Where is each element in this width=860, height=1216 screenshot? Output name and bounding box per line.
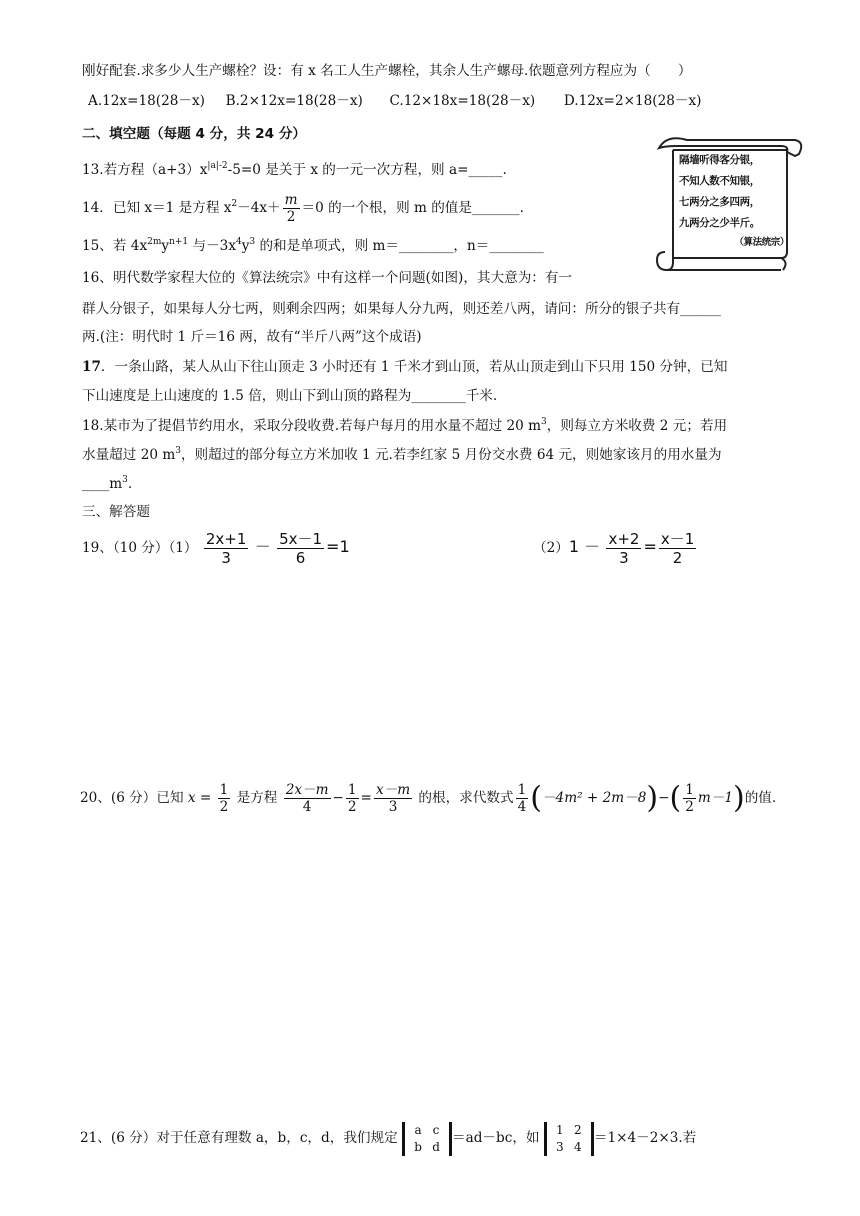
determinant-abcd: a c b d xyxy=(402,1122,452,1156)
section-2-heading: 二、填空题（每题 4 分，共 24 分） xyxy=(82,126,307,142)
option-c: C.12×18x=18(28－x) xyxy=(389,93,536,109)
q16-line-2: 群人分银子，如果每人分七两，则剩余四两；如果每人分九两，则还差八两，请问：所分的银子共有______ xyxy=(82,301,721,317)
determinant-example: 1 2 3 4 xyxy=(544,1122,594,1156)
option-a: A.12x=18(28－x) xyxy=(88,93,205,109)
option-b: B.2×12x=18(28－x) xyxy=(225,93,363,109)
q15: 15、若 $4x^{2m}y^{n+1}$ 与$-3x^4y^3$ 的和是单项式，则 m＝________，n＝________ xyxy=(82,237,544,254)
fraction-m-over-2: $\frac{m}{2}$ xyxy=(284,192,298,225)
section-3-heading: 三、解答题 xyxy=(82,504,150,520)
q17-line-2: 下山速度是上山速度的 1.5 倍，则山下到山顶的路程为________千米. xyxy=(82,388,498,404)
option-d: D.12x=2×18(28－x) xyxy=(563,93,702,109)
q17-line-1: 17．一条山路，某人从山下往山顶走 3 小时还有 1 千米才到山顶，若从山顶走到山下只用 150 分钟，已知 xyxy=(82,359,728,375)
q12-options xyxy=(88,91,701,111)
poem-line-2: 不知人数不知银， xyxy=(679,175,760,187)
q18-line-2: 水量超过 20 $m^3$，则超过的部分每立方米加收 1 元.若李红家 5 月份交水费 64 元，则她家该月的用水量为 xyxy=(82,446,722,463)
poem-line-1: 隔墙听得客分银， xyxy=(679,154,760,166)
q16-line-1: 16、明代数学家程大位的《算法统宗》中有这样一个问题(如图)，其大意为：有一 xyxy=(82,270,573,286)
q12-line: 刚好配套.求多少人生产螺栓？设：有 x 名工人生产螺栓，其余人生产螺母.依题意列方程应为（ ） xyxy=(82,63,692,79)
poem-line-4: 九两分之少半斤。 xyxy=(679,217,760,229)
poem-source: （算法统宗） xyxy=(734,237,789,248)
q16-line-3: 两.(注：明代时 1 斤＝16 两，故有“半斤八两”这个成语) xyxy=(82,329,422,345)
poem-line-3: 七两分之多四两， xyxy=(679,196,760,208)
q14: 14．已知 x＝1 是方程 $x^2-4x+$ $\frac{m}{2}$ ＝0 的一个根，则 m 的值是_______. xyxy=(82,192,524,225)
q19-part-1: 19、（10 分）（1） $\frac{2x+1}{3}$ － $\frac{5x-1}{6}$ =1 xyxy=(82,530,350,567)
q19-part-2: （2）1 － $\frac{x+2}{3}$ = $\frac{x-1}{2}$ xyxy=(533,530,695,567)
q18-line-3: $\_\_\_\_m^3$. xyxy=(82,475,133,492)
q20: 20、(6 分）已知 x = $\frac{1}{2}$ 是方程 $\frac{2x-m}{4}$ − $\frac{1}{2}$ = $\frac{x-m}{3}$ 的根，求代数式 $\frac{1}{4}$ (－4m² + 2m－8)−( $\frac{1}{2}$ m－1)的值. xyxy=(80,780,777,816)
scroll-illustration xyxy=(637,130,807,275)
q21: 21、(6 分）对于任意有理数 a，b，c，d，我们规定 a c b d ＝ad－bc，如 1 2 3 4 ＝1×4－2×3.若 xyxy=(80,1122,697,1154)
q18-line-1: 18.某市为了提倡节约用水，采取分段收费.若每户每月的用水量不超过 20 $m^3$，则每立方米收费 2 元；若用 xyxy=(82,417,728,434)
q13: 13.若方程$(a+3)x^{|a|-2}-5=0$ 是关于 x 的一元一次方程，则 a=_____. xyxy=(82,161,507,178)
